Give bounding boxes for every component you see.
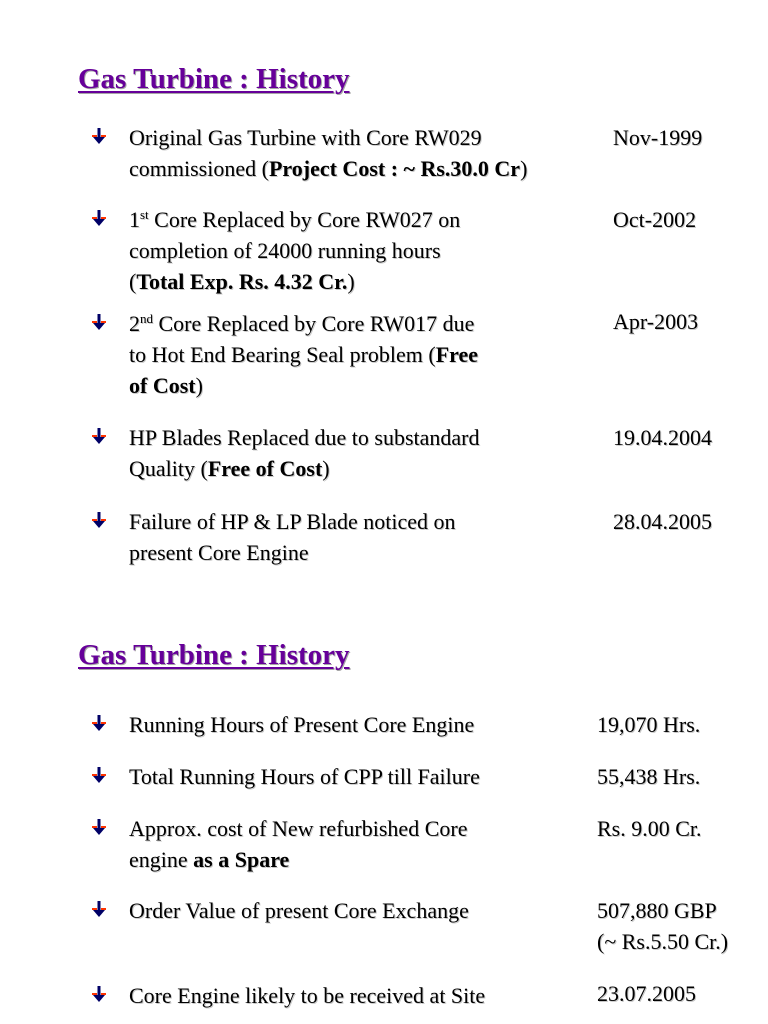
stats-value: Rs. 9.00 Cr. <box>597 816 702 841</box>
item-line: Core Replaced by Core RW017 due <box>153 311 475 336</box>
stats-value: 19,070 Hrs. <box>597 712 701 737</box>
stats-value <box>597 895 728 957</box>
item-line: ) <box>195 373 203 398</box>
history-item-text <box>129 204 589 297</box>
item-line: HP Blades Replaced due to substandard <box>129 425 480 450</box>
stats-item-text <box>129 709 584 740</box>
down-arrow-bullet-icon <box>89 312 109 332</box>
item-line: ( <box>129 269 137 294</box>
item-line: Order Value of present Core Exchange <box>129 898 469 923</box>
item-line: completion of 24000 running hours <box>129 238 441 263</box>
down-arrow-bullet-icon <box>89 713 109 733</box>
project-cost: Project Cost : ~ Rs.30.0 Cr <box>268 156 521 181</box>
ordinal-suffix: st <box>140 207 149 222</box>
item-line: ) <box>520 156 528 181</box>
history-date: 28.04.2005 <box>613 509 712 534</box>
item-line: Core Replaced by Core RW027 on <box>148 207 461 232</box>
history-date: Nov-1999 <box>613 125 703 150</box>
item-line: ) <box>347 269 355 294</box>
section1-title: Gas Turbine : History <box>78 63 350 95</box>
stats-value: 55,438 Hrs. <box>597 764 701 789</box>
as-a-spare: as a Spare <box>193 847 290 872</box>
ordinal-number: 2 <box>129 311 140 336</box>
ordinal-number: 1 <box>129 207 140 232</box>
history-item-text <box>129 308 589 401</box>
down-arrow-bullet-icon <box>89 126 109 146</box>
ordinal-suffix: nd <box>140 311 153 326</box>
history-item-text <box>129 122 589 184</box>
item-line: to Hot End Bearing Seal problem ( <box>129 342 436 367</box>
history-date: Apr-2003 <box>613 309 699 334</box>
free-label: Free <box>435 342 479 367</box>
order-value-inr: (~ Rs.5.50 Cr.) <box>597 929 729 954</box>
stats-item-text <box>129 761 584 792</box>
total-expense: Total Exp. Rs. 4.32 Cr. <box>136 269 348 294</box>
item-line: engine <box>129 847 194 872</box>
down-arrow-bullet-icon <box>89 765 109 785</box>
item-line: commissioned ( <box>129 156 269 181</box>
down-arrow-bullet-icon <box>89 899 109 919</box>
stats-item-text <box>129 895 584 926</box>
item-line: present Core Engine <box>129 540 309 565</box>
item-line: Approx. cost of New refurbished Core <box>129 816 468 841</box>
free-of-cost: Free of Cost <box>207 456 323 481</box>
history-date: 19.04.2004 <box>613 425 712 450</box>
item-line: Total Running Hours of CPP till Failure <box>129 764 480 789</box>
stats-item-text <box>129 813 584 875</box>
history-item-text <box>129 422 589 484</box>
item-line: Failure of HP & LP Blade noticed on <box>129 509 456 534</box>
item-line: Original Gas Turbine with Core RW029 <box>129 125 482 150</box>
stats-value: 23.07.2005 <box>597 981 696 1006</box>
item-line: Core Engine likely to be received at Site <box>129 983 486 1008</box>
down-arrow-bullet-icon <box>89 817 109 837</box>
down-arrow-bullet-icon <box>89 208 109 228</box>
section2-title: Gas Turbine : History <box>78 639 350 671</box>
history-item-text <box>129 506 589 568</box>
stats-item-text <box>129 980 584 1011</box>
down-arrow-bullet-icon <box>89 426 109 446</box>
history-date: Oct-2002 <box>613 207 697 232</box>
item-line: Running Hours of Present Core Engine <box>129 712 475 737</box>
down-arrow-bullet-icon <box>89 510 109 530</box>
of-cost-label: of Cost <box>129 373 196 398</box>
item-line: Quality ( <box>129 456 208 481</box>
order-value-gbp: 507,880 GBP <box>597 898 717 923</box>
item-line: ) <box>322 456 330 481</box>
down-arrow-bullet-icon <box>89 984 109 1004</box>
